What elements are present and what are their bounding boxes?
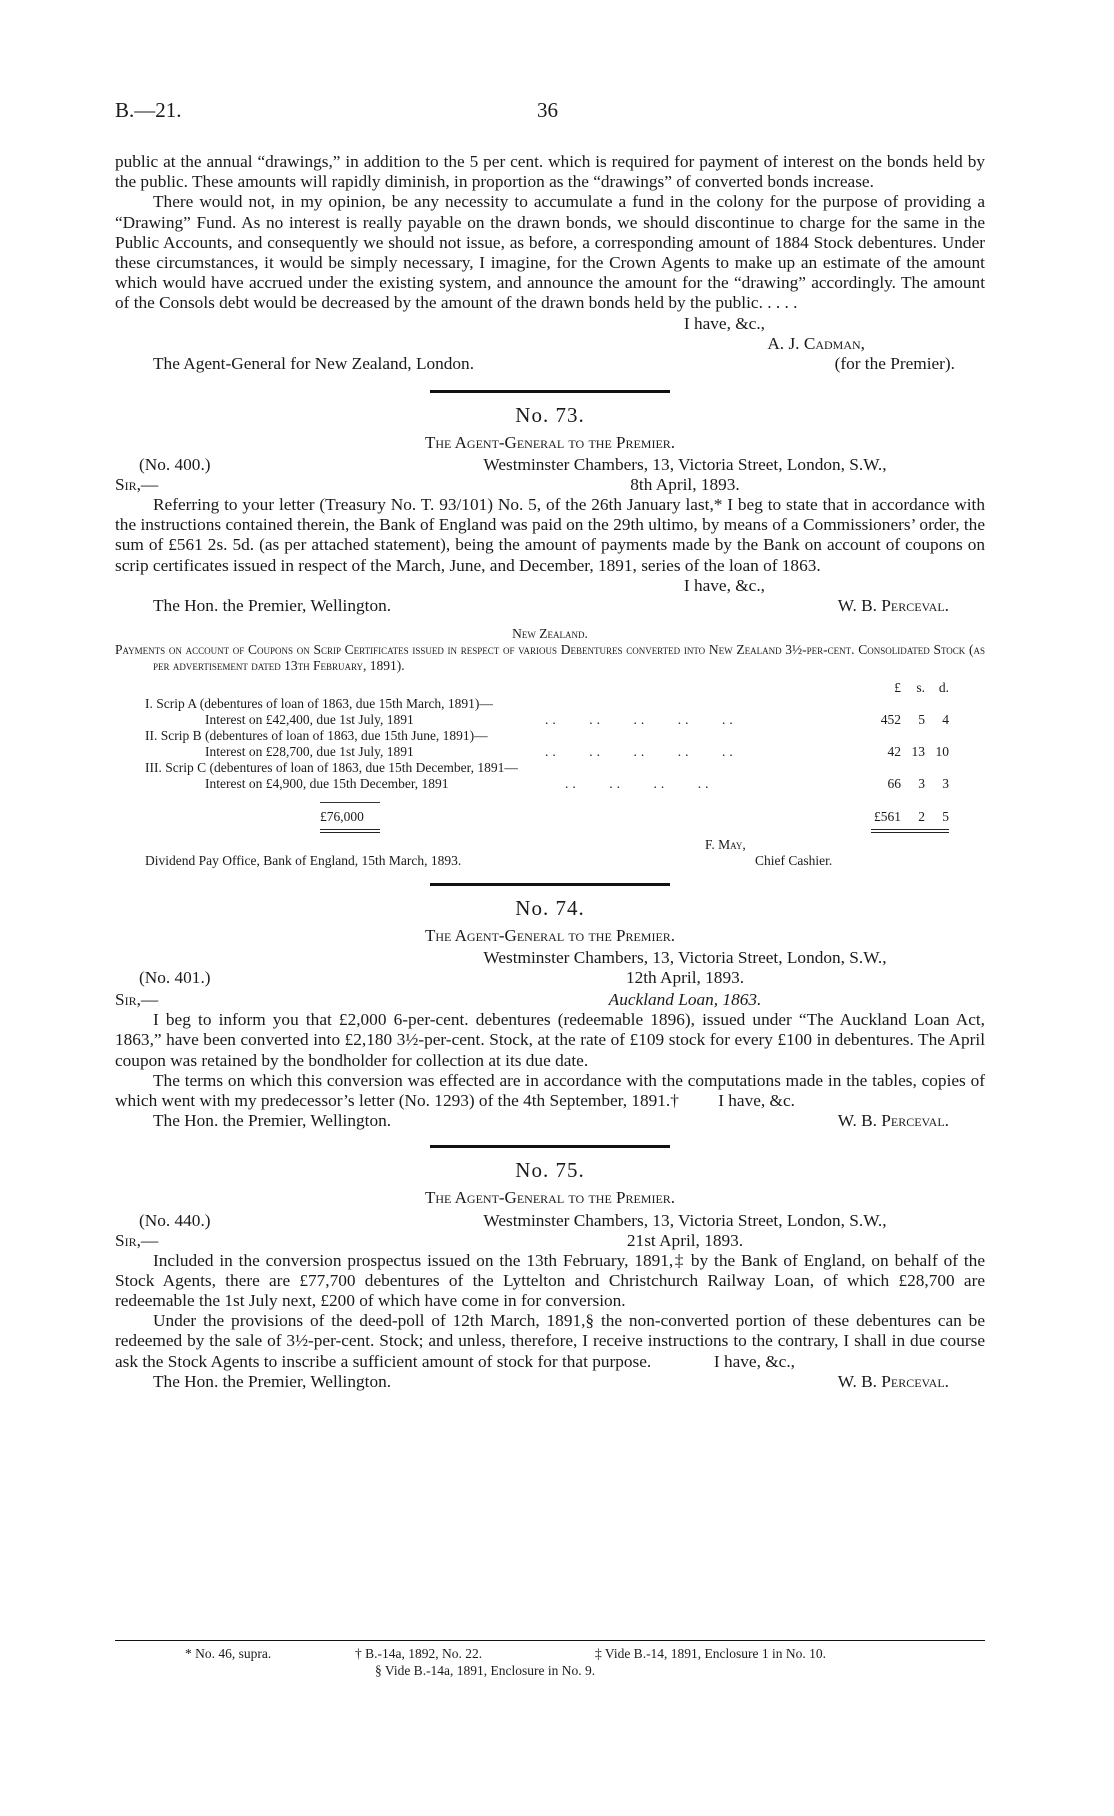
letter-address-74: Westminster Chambers, 13, Victoria Street, London, S.W., [483, 948, 887, 968]
footnote-row-2 [115, 1662, 985, 1679]
row-label: I. Scrip A (debentures of loan of 1863, due 15th March, 1891)— [145, 695, 493, 711]
row-pence: 10 [935, 743, 949, 759]
row-pence: 3 [942, 775, 949, 791]
addressee-75: The Hon. the Premier, Wellington. [153, 1371, 392, 1391]
row-leaders: .. .. .. .. .. [545, 711, 737, 727]
letter-heading-75: The Agent-General to the Premier. [424, 1188, 676, 1208]
table-row [145, 760, 949, 776]
signature-row-74 [115, 1111, 985, 1131]
letter-body-74-p1: I beg to inform you that £2,000 6-per-cent. debentures (redeemable 1896), issued under “The Auckland Loan Act, 1863,” have been converted into £2,180 3½-per-cent. Stock, at the rate of £109 stock for every £100 in debentures. The April coupon was retained by the bondholder for collection at its due date. [115, 1010, 985, 1070]
letter-address-block-75 [115, 1209, 985, 1251]
table-row [145, 712, 949, 728]
table-total-row [145, 809, 949, 825]
table-row [145, 696, 949, 712]
row-pounds: 66 [887, 775, 901, 791]
document-code: B.—21. [115, 98, 182, 122]
signer-74: W. B. Perceval. [837, 1111, 949, 1131]
footnote-3: ‡ Vide B.-14, 1891, Enclosure 1 in No. 10. [595, 1646, 827, 1661]
intro-signer: A. J. Cadman, [767, 333, 865, 353]
salutation-75: Sir,— [115, 1230, 159, 1250]
letter-address-block-74 [115, 946, 985, 1010]
footnote-1: * No. 46, supra. [185, 1646, 272, 1661]
principal-total: £76,000 [320, 808, 364, 824]
closing-73: I have, &c., [683, 575, 765, 595]
closing-row-73 [115, 576, 985, 596]
letter-body-74-p2: The terms on which this conversion was effected are in accordance with the computations made in the tables, copies of which went with my predecessor’s letter (No. 1293) of the 4th September, 1891.† [115, 1070, 985, 1111]
closing-row-74 [115, 1091, 985, 1111]
col-head-pence: d. [938, 679, 949, 695]
intro-signer-note: (for the Premier). [834, 353, 955, 373]
enclosure-signer: F. May, [705, 836, 746, 852]
letter-number-74: No. 74. [515, 895, 585, 920]
letter-number-75: No. 75. [515, 1158, 585, 1183]
section-rule [430, 1145, 670, 1148]
section-rule [430, 390, 670, 393]
letter-date-73: 8th April, 1893. [630, 475, 740, 495]
row-shillings: 13 [911, 743, 925, 759]
letter-heading-74: The Agent-General to the Premier. [424, 926, 676, 946]
page-number: 36 [537, 98, 558, 122]
row-shillings: 5 [918, 711, 925, 727]
letter-body-73: Referring to your letter (Treasury No. T. 93/101) No. 5, of the 26th January last,* I beg to state that in accordance with the instructions contained therein, the Bank of England was paid on the 29th ultimo, by means of a Commissioners’ order, the sum of £561 2s. 5d. (as per attached statement), being the amount of payments made by the Bank on account of coupons on scrip certificates issued in respect of the March, June, and December, 1891, series of the loan of 1863. [115, 495, 985, 575]
intro-addressee: The Agent-General for New Zealand, London. [153, 353, 475, 373]
enclosure-intro [115, 642, 985, 674]
row-pence: 4 [942, 711, 949, 727]
row-sub-label: Interest on £28,700, due 1st July, 1891 [205, 743, 414, 759]
addressee-73: The Hon. the Premier, Wellington. [153, 595, 392, 615]
addressee-74: The Hon. the Premier, Wellington. [153, 1111, 392, 1131]
total-pence: 5 [942, 808, 949, 824]
footnotes [115, 1640, 985, 1679]
total-shillings: 2 [918, 808, 925, 824]
enclosure-statement [115, 626, 985, 869]
letter-ref-73: (No. 400.) [139, 455, 211, 475]
row-leaders: .. .. .. .. [565, 775, 713, 791]
closing-74: I have, &c. [718, 1091, 795, 1111]
row-sub-label: Interest on £4,900, due 15th December, 1891 [205, 775, 449, 791]
salutation-73: Sir,— [115, 475, 159, 495]
table-header-row [145, 680, 949, 696]
principal-double-rule [320, 829, 380, 833]
letter-subject-74: Auckland Loan, 1863. [608, 990, 762, 1010]
letter-ref-74: (No. 401.) [139, 968, 211, 988]
enclosure-title: New Zealand. [512, 625, 588, 641]
letter-body-75-p2: Under the provisions of the deed-poll of 12th March, 1891,§ the non-converted portion of these debentures can be redeemed by the sale of 3½-per-cent. Stock; and unless, therefore, I receive instructions to the contrary, I shall in due course ask the Stock Agents to inscribe a sufficient amount of stock for that purpose. [115, 1311, 985, 1371]
closing-row-75 [115, 1352, 985, 1372]
running-header [115, 98, 985, 128]
signer-73: W. B. Perceval. [837, 595, 949, 615]
payments-table [145, 680, 949, 835]
letter-address-75: Westminster Chambers, 13, Victoria Street, London, S.W., [483, 1210, 887, 1230]
intro-paragraph-1: public at the annual “drawings,” in addition to the 5 per cent. which is required for payment of interest on the bonds held by the public. These amounts will rapidly diminish, in proportion as the “drawings” of converted bonds increase. [115, 152, 985, 192]
row-pounds: 42 [887, 743, 901, 759]
letter-ref-75: (No. 440.) [139, 1210, 211, 1230]
intro-paragraph-2: There would not, in my opinion, be any necessity to accumulate a fund in the colony for the purpose of providing a “Drawing” Fund. As no interest is really payable on the drawn bonds, we should discontinue to charge for the same in the Public Accounts, and consequently we should not issue, as before, a corresponding amount of 1884 Stock debentures. Under these circumstances, it would be simply necessary, I imagine, for the Crown Agents to make up an estimate of the amount which would have accrued under the existing system, and announce the amount for the “drawing” accordingly. The amount of the Consols debt would be decreased by the amount of the drawn bonds held by the public. . . . . [115, 192, 985, 313]
row-label: II. Scrip B (debentures of loan of 1863, due 15th June, 1891)— [145, 727, 488, 743]
intro-closing: I have, &c., [683, 313, 765, 333]
closing-75: I have, &c., [713, 1351, 795, 1371]
row-leaders: .. .. .. .. .. [545, 743, 737, 759]
total-rules [145, 825, 949, 835]
signer-75: W. B. Perceval. [837, 1371, 949, 1391]
signature-row-75 [115, 1372, 985, 1392]
section-rule [430, 883, 670, 886]
signature-row-73 [115, 596, 985, 616]
enclosure-intro-text: Payments on account of Coupons on Scrip Certificates issued in respect of various Debentures converted into New Zealand 3½-per-cent. Consolidated Stock (as per advertisement dated 13th February, 1891). [115, 641, 985, 673]
footnote-row-1 [115, 1645, 985, 1662]
salutation-74: Sir,— [115, 990, 159, 1010]
row-label: III. Scrip C (debentures of loan of 1863, due 15th December, 1891— [145, 759, 518, 775]
letter-date-75: 21st April, 1893. [626, 1230, 744, 1250]
letter-address-block-73 [115, 453, 985, 495]
enclosure-office-row [115, 853, 985, 869]
enclosure-signer-row [115, 837, 985, 853]
row-shillings: 3 [918, 775, 925, 791]
total-pounds: £561 [874, 808, 901, 824]
enclosure-signer-title: Chief Cashier. [755, 852, 833, 868]
table-row [145, 776, 949, 792]
letter-address-73: Westminster Chambers, 13, Victoria Street, London, S.W., [483, 455, 887, 475]
intro-addressee-row [115, 354, 985, 374]
col-head-shillings: s. [916, 679, 925, 695]
col-head-pounds: £ [894, 679, 901, 695]
table-row [145, 728, 949, 744]
letter-body-75-p1: Included in the conversion prospectus issued on the 13th February, 1891,‡ by the Bank of England, on behalf of the Stock Agents, there are £77,700 debentures of the Lyttelton and Christchurch Railway Loan, of which £28,700 are redeemable the 1st July next, £200 of which have come in for conversion. [115, 1250, 985, 1311]
intro-signer-row [115, 334, 985, 354]
total-double-rule [871, 829, 949, 833]
table-spacer [145, 792, 949, 802]
page-body [115, 152, 985, 1392]
footnote-2: † B.-14a, 1892, No. 22. [355, 1646, 483, 1661]
intro-closing-row [115, 314, 985, 334]
letter-heading-73: The Agent-General to the Premier. [424, 432, 676, 452]
row-pounds: 452 [880, 711, 901, 727]
enclosure-office: Dividend Pay Office, Bank of England, 15th March, 1893. [145, 852, 462, 868]
letter-number-73: No. 73. [515, 402, 585, 427]
footnote-4: § Vide B.-14a, 1891, Enclosure in No. 9. [375, 1663, 596, 1678]
letter-date-74: 12th April, 1893. [625, 968, 745, 988]
table-row [145, 744, 949, 760]
row-sub-label: Interest on £42,400, due 1st July, 1891 [205, 711, 414, 727]
